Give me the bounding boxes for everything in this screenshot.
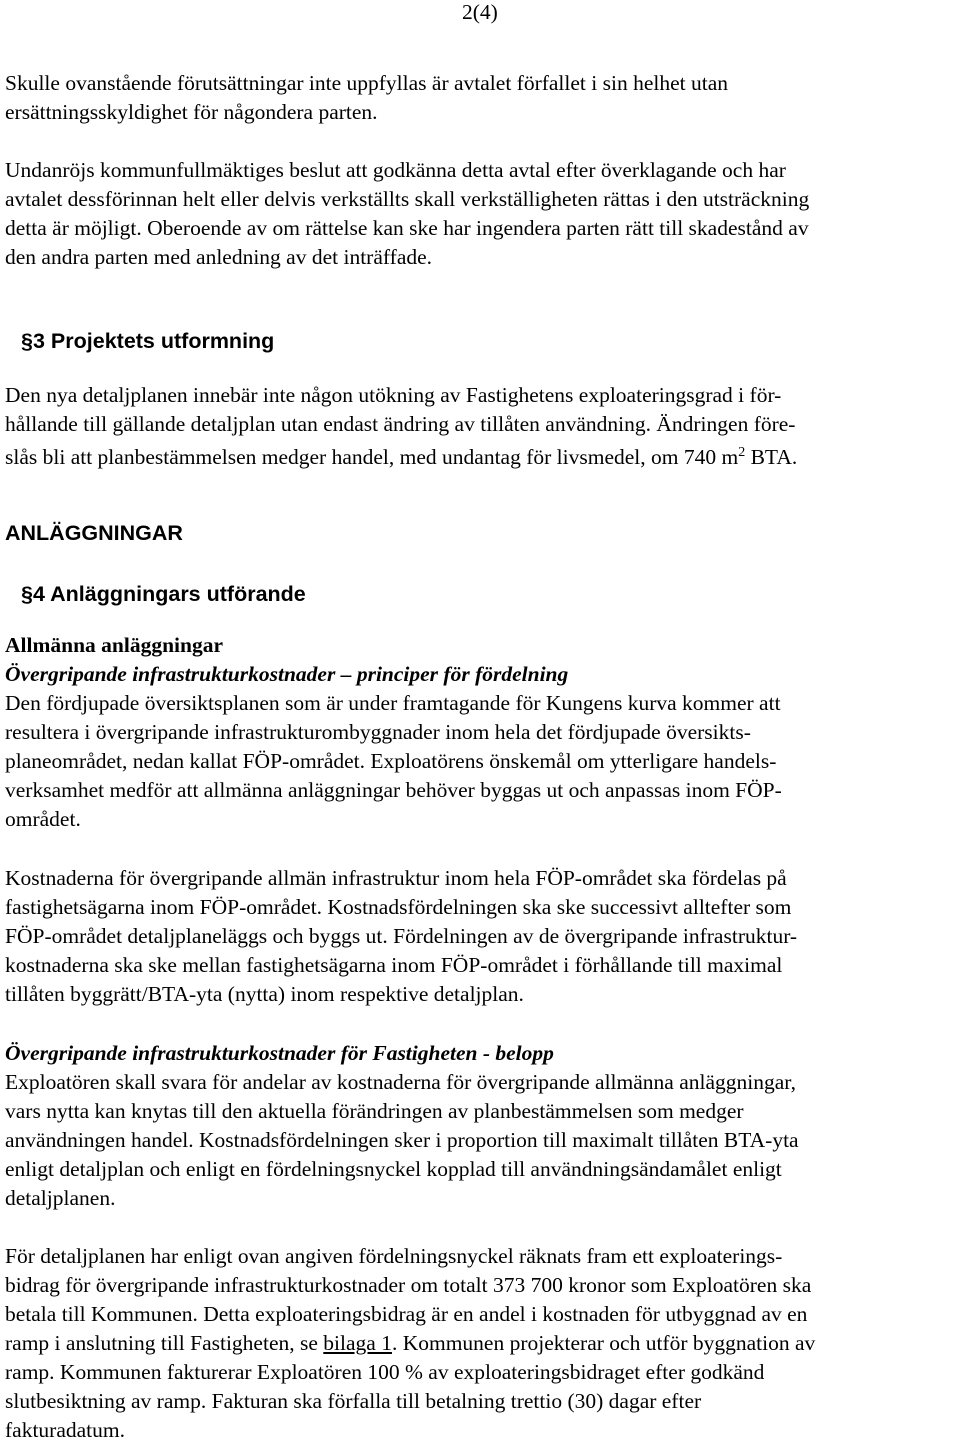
paragraph-line: området.	[5, 807, 81, 831]
paragraph-line: fakturadatum.	[5, 1418, 125, 1442]
paragraph-line: Exploatören skall svara för andelar av kostnaderna för övergripande allmänna anläggningar,	[5, 1070, 796, 1094]
paragraph-line: hållande till gällande detaljplan utan endast ändring av tillåten användning. Ändringen före-	[5, 412, 796, 436]
paragraph-line: ramp. Kommunen fakturerar Exploatören 100 % av exploateringsbidraget efter godkänd	[5, 1360, 765, 1384]
superscript: 2	[738, 445, 746, 460]
section-heading-4	[5, 581, 306, 607]
paragraph-line: vars nytta kan knytas till den aktuella förändringen av planbestämmelsen som medger	[5, 1099, 744, 1123]
section-symbol: §	[21, 582, 33, 606]
paragraph-line: FÖP-området detaljplaneläggs och byggs ut. Fördelningen av de övergripande infrastruktur-	[5, 924, 798, 948]
paragraph-text: ramp i anslutning till Fastigheten, se	[5, 1331, 324, 1355]
paragraph-line: Skulle ovanstående förutsättningar inte uppfyllas är avtalet förfallet i sin helhet utan	[5, 71, 729, 95]
paragraph-line: planeområdet, nedan kallat FÖP-området. Exploatörens önskemål om ytterligare handels-	[5, 749, 777, 773]
paragraph-line: Den nya detaljplanen innebär inte någon utökning av Fastighetens exploateringsgrad i för-	[5, 383, 782, 407]
chapter-heading: ANLÄGGNINGAR	[5, 521, 183, 545]
paragraph-line: Den fördjupade översiktsplanen som är under framtagande för Kungens kurva kommer att	[5, 691, 781, 715]
section-title: 4 Anläggningars utförande	[33, 582, 306, 606]
paragraph-text: . Kommunen projekterar och utför byggnation av	[391, 1331, 816, 1355]
subheading-italic: Övergripande infrastrukturkostnader – principer för fördelning	[5, 662, 569, 686]
paragraph-line: användningen handel. Kostnadsfördelningen sker i proportion till maximalt tillåten BTA-yta	[5, 1128, 799, 1152]
paragraph-line: avtalet dessförinnan helt eller delvis verkställts skall verkställigheten rättas i den utsträckning	[5, 187, 810, 211]
paragraph-line: Kostnaderna för övergripande allmän infrastruktur inom hela FÖP-området ska fördelas på	[5, 866, 787, 890]
paragraph-line: bidrag för övergripande infrastrukturkostnader om totalt 373 700 kronor som Exploatören ska	[5, 1273, 812, 1297]
paragraph-line: För detaljplanen har enligt ovan angiven fördelningsnyckel räknats fram ett exploaterings-	[5, 1244, 783, 1268]
paragraph-line: enligt detaljplan och enligt en fördelningsnyckel kopplad till användningsändamålet enligt	[5, 1157, 782, 1181]
paragraph-line: betala till Kommunen. Detta exploateringsbidrag är en andel i kostnaden för utbyggnad av en	[5, 1302, 808, 1326]
subheading: Allmänna anläggningar	[5, 633, 224, 657]
paragraph-line: kostnaderna ska ske mellan fastighetsägarna inom FÖP-området i förhållande till maximal	[5, 953, 783, 977]
paragraph-line: Undanröjs kommunfullmäktiges beslut att godkänna detta avtal efter överklagande och har	[5, 158, 786, 182]
paragraph-line: den andra parten med anledning av det inträffade.	[5, 245, 433, 269]
paragraph-line: tillåten byggrätt/BTA-yta (nytta) inom respektive detaljplan.	[5, 982, 524, 1006]
paragraph-line: verksamhet medför att allmänna anläggningar behöver byggas ut och anpassas inom FÖP-	[5, 778, 782, 802]
paragraph-line	[5, 441, 797, 469]
paragraph-line	[5, 1331, 815, 1355]
paragraph-line: slutbesiktning av ramp. Fakturan ska förfalla till betalning trettio (30) dagar efter	[5, 1389, 702, 1413]
section-heading-3	[5, 328, 274, 354]
section-symbol: §	[21, 329, 33, 353]
paragraph-line: resultera i övergripande infrastrukturombyggnader inom hela det fördjupade översikts-	[5, 720, 751, 744]
subheading-italic: Övergripande infrastrukturkostnader för Fastigheten - belopp	[5, 1041, 554, 1065]
page-number: 2(4)	[462, 0, 498, 24]
paragraph-text: BTA.	[745, 445, 798, 470]
bilaga-1-link[interactable]: bilaga 1	[323, 1331, 392, 1355]
paragraph-text: slås bli att planbestämmelsen medger handel, med undantag för livsmedel, om 740 m	[5, 445, 739, 470]
paragraph-line: detaljplanen.	[5, 1186, 116, 1210]
section-title: 3 Projektets utformning	[33, 329, 275, 353]
paragraph-line: fastighetsägarna inom FÖP-området. Kostnadsfördelningen ska ske successivt alltefter som	[5, 895, 792, 919]
paragraph-line: ersättningsskyldighet för någondera parten.	[5, 100, 378, 124]
paragraph-line: detta är möjligt. Oberoende av om rättelse kan ske har ingendera parten rätt till skadestånd av	[5, 216, 809, 240]
